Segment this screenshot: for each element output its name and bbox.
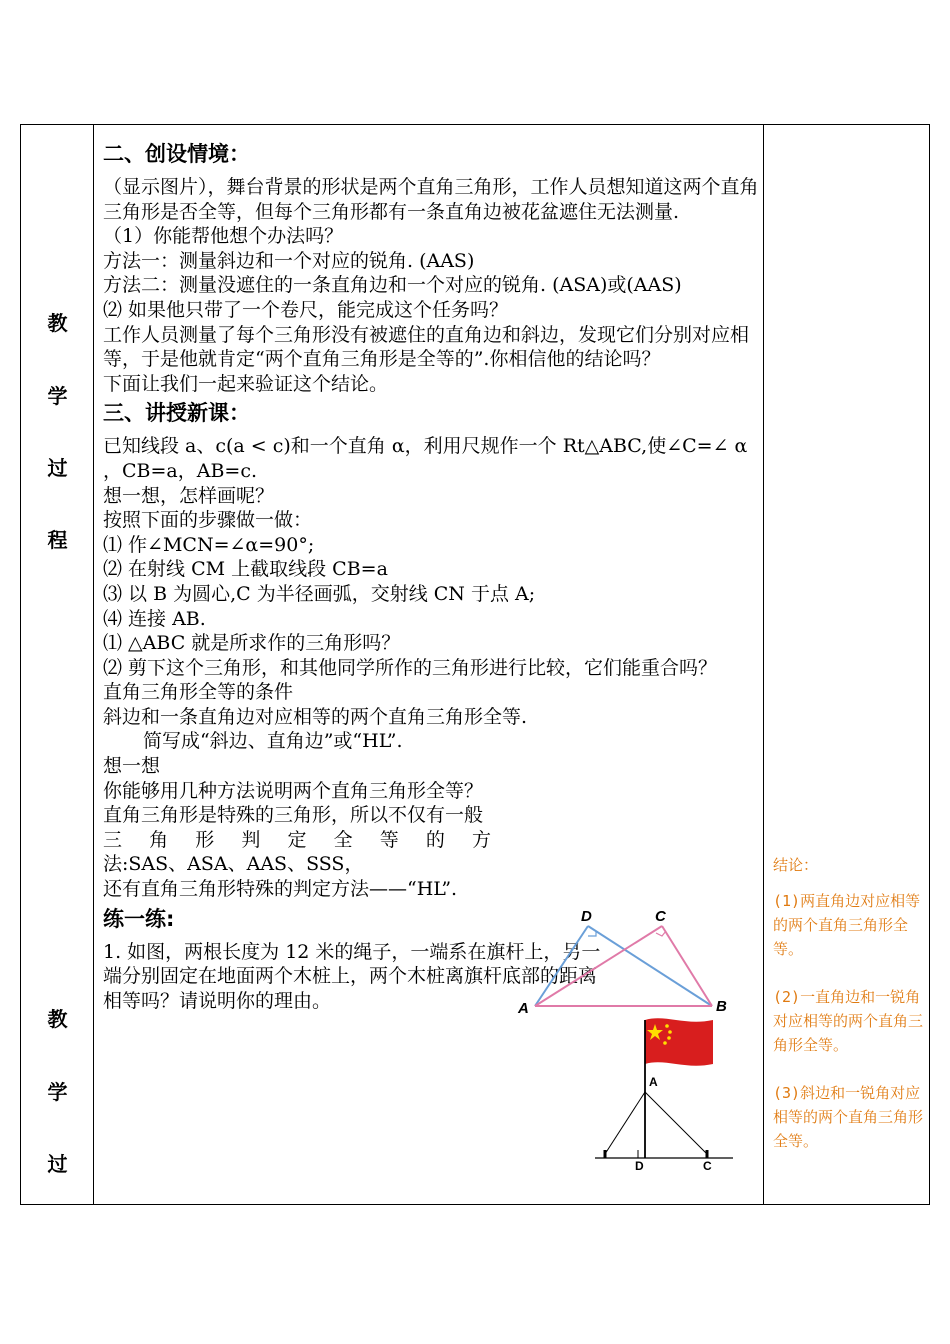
question: （1）你能帮他想个办法吗？ bbox=[103, 225, 344, 248]
right-angle-mark-d bbox=[588, 931, 596, 936]
vertical-char: 学 bbox=[47, 384, 68, 408]
notes-column bbox=[773, 853, 925, 1177]
star-icon bbox=[665, 1024, 669, 1028]
vertical-char: 教 bbox=[47, 311, 68, 335]
step: ⑵ 在射线 CM 上截取线段 CB=a bbox=[103, 558, 388, 581]
note-item: (3)斜边和一锐角对应相等的两个直角三角形全等。 bbox=[773, 1084, 924, 1150]
left-column bbox=[21, 125, 94, 1204]
segment-db bbox=[588, 926, 712, 1006]
text-line: 三角形判定全等的方 bbox=[103, 828, 491, 851]
label-a: A bbox=[649, 1075, 658, 1089]
theorem: 斜边和一条直角边对应相等的两个直角三角形全等. bbox=[103, 705, 528, 728]
rope-left bbox=[605, 1092, 645, 1154]
label-d: D bbox=[581, 908, 592, 925]
paragraph: 下面让我们一起来验证这个结论。 bbox=[103, 372, 389, 395]
section-title-new-lesson: 三、讲授新课： bbox=[103, 401, 250, 426]
exercise: 1. 如图，两根长度为 12 米的绳子，一端系在旗杆上，另一端分别固定在地面两个木桩上，两个木桩离旗杆底部的距离相等吗？请说明你的理由。 bbox=[103, 940, 601, 1012]
text-line: 想一想 bbox=[103, 755, 161, 778]
main-content bbox=[103, 137, 759, 1013]
text-line: 还有直角三角形特殊的判定方法——“HL”. bbox=[103, 878, 458, 901]
vertical-char: 过 bbox=[47, 1152, 68, 1176]
segment-ac bbox=[535, 926, 662, 1006]
label-c: C bbox=[703, 1159, 712, 1173]
text-line: 法:SAS、ASA、AAS、SSS， bbox=[103, 853, 364, 876]
vertical-char: 教 bbox=[47, 1007, 68, 1031]
lesson-table bbox=[20, 124, 930, 1205]
step: ⑷ 连接 AB. bbox=[103, 607, 206, 630]
vertical-char: 程 bbox=[47, 528, 68, 552]
method-two: 方法二：测量没遮住的一条直角边和一个对应的锐角. (ASA)或(AAS) bbox=[103, 274, 682, 297]
label-c: C bbox=[655, 908, 666, 925]
section-title-situation: 二、创设情境： bbox=[103, 142, 250, 166]
segment-cb bbox=[662, 926, 712, 1006]
paragraph: 已知线段 a、c(a < c)和一个直角 α，利用尺规作一个 Rt△ABC,使∠C=∠ α ，CB=a，AB=c. bbox=[103, 435, 748, 482]
star-icon bbox=[668, 1030, 672, 1034]
text-line: 想一想，怎样画呢？ bbox=[103, 484, 275, 507]
note-item: (2)一直角边和一锐角对应相等的两个直角三角形全等。 bbox=[773, 988, 924, 1054]
paragraph: 你能够用几种方法说明两个直角三角形全等？ bbox=[103, 779, 484, 802]
label-a: A bbox=[518, 1000, 529, 1017]
step: ⑴ 作∠MCN=∠α=90°; bbox=[103, 533, 315, 556]
vertical-char: 学 bbox=[47, 1080, 68, 1104]
theorem-abbrev: 简写成“斜边、直角边”或“HL”. bbox=[143, 730, 403, 753]
text-line: 按照下面的步骤做一做： bbox=[103, 509, 313, 532]
triangles-figure bbox=[515, 903, 735, 1018]
label-d: D bbox=[635, 1159, 644, 1173]
step: ⑶ 以 B 为圆心,C 为半径画弧，交射线 CN 于点 A; bbox=[103, 582, 536, 605]
question: ⑵ 剪下这个三角形，和其他同学所作的三角形进行比较，它们能重合吗？ bbox=[103, 656, 718, 679]
paragraph: 直角三角形是特殊的三角形，所以不仅有一般 bbox=[103, 804, 484, 827]
column-divider-right bbox=[763, 125, 764, 1204]
vertical-char: 过 bbox=[47, 456, 68, 480]
paragraph: （显示图片），舞台背景的形状是两个直角三角形，工作人员想知道这两个直角三角形是否全等，但每个三角形都有一条直角边被花盆遮住无法测量. bbox=[103, 176, 759, 223]
text-line: 直角三角形全等的条件 bbox=[103, 681, 294, 704]
star-icon bbox=[667, 1036, 671, 1040]
question: ⑴ △ABC 就是所求作的三角形吗？ bbox=[103, 632, 401, 655]
notes-title: 结论： bbox=[773, 856, 819, 874]
method-one: 方法一：测量斜边和一个对应的锐角. (AAS) bbox=[103, 249, 475, 272]
paragraph: 工作人员测量了每个三角形没有被遮住的直角边和斜边，发现它们分别对应相等，于是他就肯定“两个直角三角形是全等的”.你相信他的结论吗？ bbox=[103, 323, 750, 371]
section-title-practice: 练一练: bbox=[103, 906, 175, 931]
flagpole-figure bbox=[585, 1014, 735, 1174]
star-icon bbox=[663, 1041, 667, 1045]
note-item: (1)两直角边对应相等的两个直角三角形全等。 bbox=[773, 892, 921, 958]
segment-ad bbox=[535, 926, 588, 1006]
rope-right bbox=[645, 1092, 707, 1154]
label-b: B bbox=[716, 998, 727, 1015]
question: ⑵ 如果他只带了一个卷尺，能完成这个任务吗？ bbox=[103, 298, 509, 321]
